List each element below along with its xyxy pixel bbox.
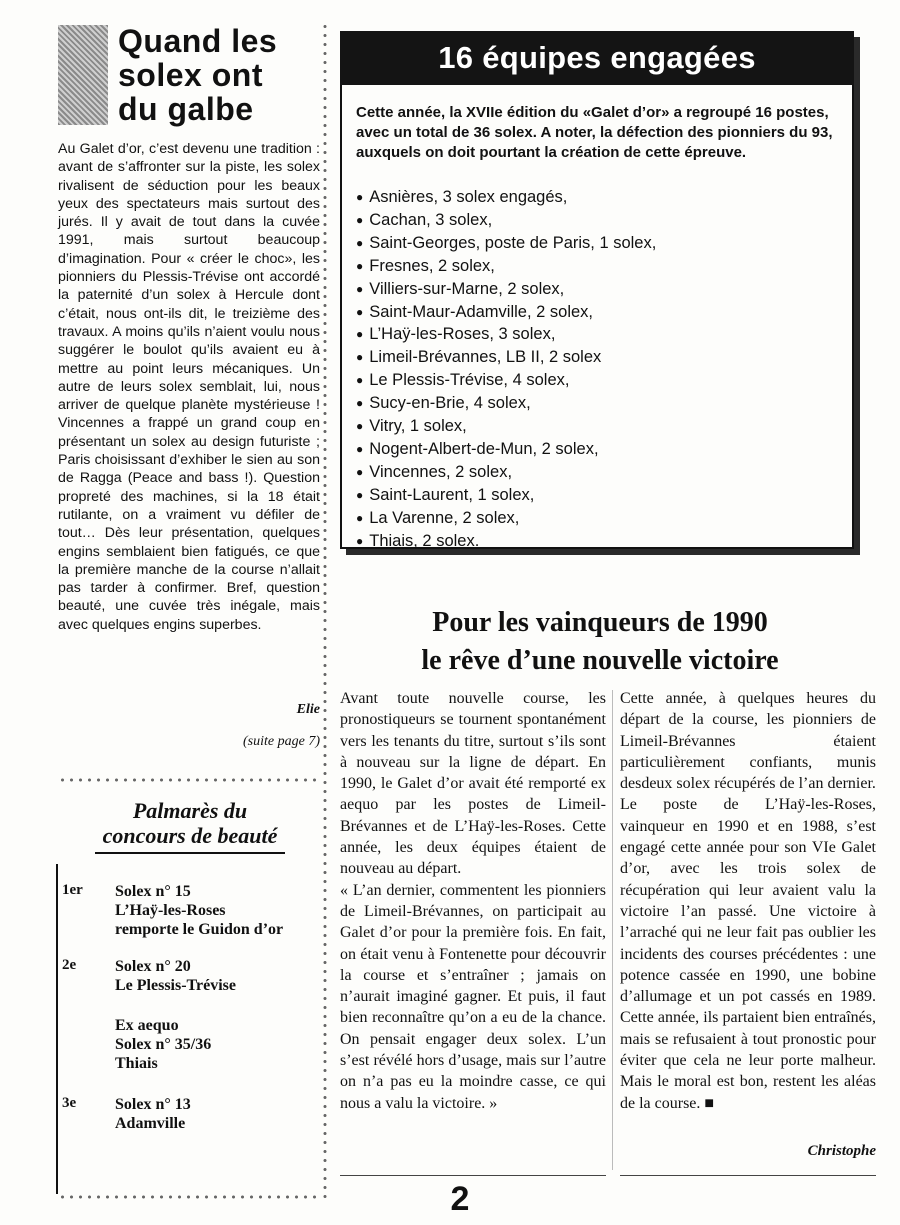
left-title-line-3: du galbe (118, 91, 254, 127)
main-article-column-2 (620, 688, 876, 1114)
teams-intro: Cette année, la XVIIe édition du «Galet d’or» a regroupé 16 postes, avec un total de 36 solex. A noter, la défection des pionniers du 93, auxquels on doit pourtant la création de cette épreuve. (356, 104, 833, 161)
palmares-entry-2 (115, 957, 236, 995)
list-item: ● Asnières, 3 solex engagés, (356, 187, 836, 210)
list-item: ● Villiers-sur-Marne, 2 solex, (356, 279, 836, 302)
palmares-entry-3 (115, 1095, 191, 1133)
page-number: 2 (450, 1180, 470, 1218)
paragraph: « L’an dernier, commentent les pionniers de Limeil-Brévannes, on participait au Galet d’or pour la première fois. En fait, on était venu à Fontenette pour découvrir la course et s’entraîner ; jamais on n’aurait imaginé gagner. Et puis, il faut bien reconnaître qu’on a eu de la chance. On pensait engager deux solex. L’un s’est révélé hors d’usage, mais sur l’autre on n’a pas eu la moindre casse, ce qui nous a valu la victoire. » (340, 881, 606, 1112)
column-1-bottom-rule (340, 1175, 606, 1176)
rank-third: 3e (62, 1095, 77, 1111)
palmares-title (70, 798, 310, 848)
main-title-line-1: Pour les vainqueurs de 1990 (432, 607, 768, 638)
list-item: ● Nogent-Albert-de-Mun, 2 solex, (356, 439, 836, 462)
left-title-line-1: Quand les (118, 23, 278, 59)
paragraph: Cette année, à quelques heures du départ de la course, les pionniers de Limeil-Brévannes étaient particulièrement confiants, munis desdeux solex récupérés de l’an dernier. (620, 690, 876, 793)
paragraph: Le poste de L’Haÿ-les-Roses, vainqueur en 1990 et en 1988, s’est engagé cette année pour son VIe Galet d’or, avec les trois solex de récupération qui leur avaient valu la victoire l’an passé. Une victoire à l’arraché qui ne leur fait pas oublier les incidents des courses précédentes : une potence cassée en 1990, une bobine d’allumage et un pot cassés en 1989. Cette année, ils partaient bien entraînés, mais se refusaient à tout pronostic pour éviter que cela ne leur porte malheur. Mais le moral est bon, restent les aléas de la course. ■ (620, 796, 876, 1112)
entry-line: Adamville (115, 1115, 186, 1132)
left-title-line-2: solex ont (118, 57, 263, 93)
rank-second: 2e (62, 957, 77, 973)
list-item: ● Saint-Laurent, 1 solex, (356, 485, 836, 508)
main-article-signature: Christophe (807, 1143, 876, 1159)
palmares-underline (95, 852, 285, 854)
palmares-title-line-2: concours de beauté (102, 823, 278, 848)
list-item: ● Saint-Maur-Adamville, 2 solex, (356, 302, 836, 325)
continued-note: (suite page 7) (243, 734, 320, 749)
main-article-title (340, 604, 860, 680)
column-separator (612, 690, 613, 1170)
entry-line: remporte le Guidon d’or (115, 921, 284, 938)
horizontal-dotted-separator-top (58, 776, 320, 784)
left-article-body (58, 140, 320, 634)
palmares-entry-1 (115, 882, 283, 939)
left-article-signature: Elie (296, 702, 320, 717)
list-item: ● L’Haÿ-les-Roses, 3 solex, (356, 324, 836, 347)
list-item: ● Fresnes, 2 solex, (356, 256, 836, 279)
entry-line: Ex aequo (115, 1017, 179, 1034)
left-article-title (118, 24, 318, 126)
list-item: ● La Varenne, 2 solex, (356, 508, 836, 531)
entry-line: Thiais (115, 1055, 158, 1072)
palmares-entry-ex-aequo (115, 1016, 211, 1073)
entry-line: L’Haÿ-les-Roses (115, 902, 226, 919)
left-article-paragraph: Au Galet d’or, c’est devenu une tradition : avant de s’affronter sur la piste, les solex rivalisent de séduction pour les beaux yeux des spectateurs mais surtout des jurés. Il y avait de tout dans la cuvée 1991, mais surtout beaucoup d’imagination. Pour « créer le choc», les pionniers du Plessis-Trévise ont accordé la paternité d’un solex à Hercule dont c’était, nous ont-ils dit, le treizième des travaux. A moins qu’ils n’aient voulu nous suggérer le boulot qu’ils avaient eu à mettre au point leurs mécaniques. Un autre de leurs solex semblait, lui, nous arriver de quelque planète mystérieuse ! Vincennes a frappé un grand coup en présentant un solex au design futuriste ; Paris choisissant d’exhiber le sien au son de Ragga (Peace and bass !). Question propreté des machines, si la 18 était rutilante, on a vraiment vu défiler de tout… Dès leur présentation, quelques engins semblaient bien fatigués, ce que la première manche de la course n’allait pas tarder à confirmer. Bref, question beauté, une cuvée très inégale, mais avec quelques engins superbes. (58, 141, 320, 633)
list-item: ● Vincennes, 2 solex, (356, 462, 836, 485)
entry-line: Solex n° 15 (115, 883, 191, 900)
horizontal-dotted-separator-bottom (58, 1193, 320, 1201)
entry-line: Solex n° 35/36 (115, 1036, 212, 1053)
teams-list (356, 187, 836, 554)
palmares-title-line-1: Palmarès du (132, 798, 248, 823)
entry-line: Solex n° 20 (115, 958, 191, 975)
entry-line: Le Plessis-Trévise (115, 977, 237, 994)
list-item: ● Le Plessis-Trévise, 4 solex, (356, 370, 836, 393)
entry-line: Solex n° 13 (115, 1096, 191, 1113)
column-2-bottom-rule (620, 1175, 876, 1176)
rank-first: 1er (62, 882, 83, 898)
list-item: ● Thiais, 2 solex. (356, 531, 836, 554)
teams-header: 16 équipes engagées (340, 31, 854, 85)
vertical-dotted-separator (321, 22, 329, 1202)
list-item: ● Limeil-Brévannes, LB II, 2 solex (356, 347, 836, 370)
main-article-column-1 (340, 688, 606, 1114)
list-item: ● Sucy-en-Brie, 4 solex, (356, 393, 836, 416)
main-title-line-2: le rêve d’une nouvelle victoire (421, 645, 779, 676)
decorative-shaded-box (58, 25, 108, 125)
list-item: ● Saint-Georges, poste de Paris, 1 solex, (356, 233, 836, 256)
list-item: ● Cachan, 3 solex, (356, 210, 836, 233)
paragraph: Avant toute nouvelle course, les pronostiqueurs se tournent spontanément vers les tenants du titre, surtout s’ils sont à nouveau sur la ligne de départ. En 1990, le Galet d’or avait été remporté ex aequo par les postes de Limeil-Brévannes et de L’Haÿ-les-Roses. Cette année, les deux équipes étaient de nouveau au départ. (340, 690, 606, 878)
list-item: ● Vitry, 1 solex, (356, 416, 836, 439)
